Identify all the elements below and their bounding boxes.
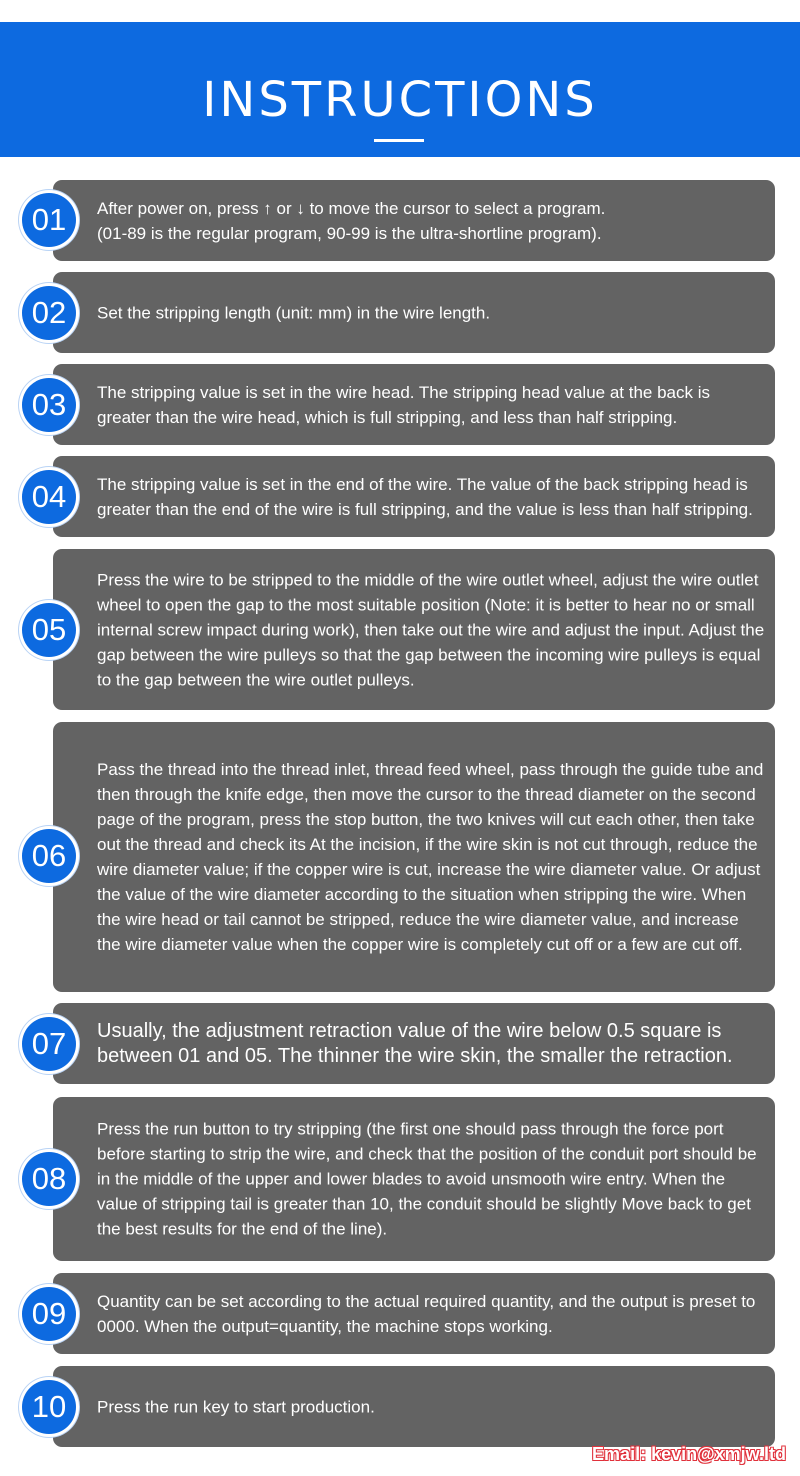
step-text-05: Press the wire to be stripped to the middle of the wire outlet wheel, adjust the wire outlet wheel to open the gap to the most suitable position (Note: it is better to hear no or small internal screw impact during work), then take out the wire and adjust the input. Adjust the gap between the wire pulleys so that the gap between the incoming wire pulleys is equal to the gap between the wire outlet pulleys. (97, 570, 765, 689)
step-text-06: Pass the thread into the thread inlet, thread feed wheel, pass through the guide tube and then through the knife edge, then move the cursor to the thread diameter on the second page of the program, press the stop button, the two knives will cut each other, then take out the thread and check its At the incision, if the wire skin is not cut through, reduce the wire diameter value; if the copper wire is cut, increase the wire diameter value. Or adjust the value of the wire diameter according to the situation when stripping the wire. When the wire head or tail cannot be stripped, reduce the wire diameter value, and increase the wire diameter value when the copper wire is completely cut off or a few are cut off. (97, 760, 764, 954)
step-number-badge-10: 10 (22, 1380, 76, 1434)
step-text-04: The stripping value is set in the end of the wire. The value of the back stripping head is greater than the end of the wire is full stripping, and the value is less than half stripping. (97, 474, 753, 519)
step-card-06 (53, 722, 775, 992)
title-underline (374, 139, 424, 142)
step-number-badge-06: 06 (22, 829, 76, 883)
step-text-01: After power on, press ↑ or ↓ to move the cursor to select a program. (01-89 is the regular program, 90-99 is the ultra-shortline program). (97, 198, 606, 243)
step-card-07 (53, 1003, 775, 1084)
step-card-01 (53, 180, 775, 261)
step-number-badge-04: 04 (22, 470, 76, 524)
page-title: INSTRUCTIONS (202, 72, 598, 128)
step-text-02: Set the stripping length (unit: mm) in the wire length. (97, 303, 491, 322)
step-number-badge-02: 02 (22, 286, 76, 340)
step-number-badge-03: 03 (22, 378, 76, 432)
step-number-badge-08: 08 (22, 1152, 76, 1206)
step-card-08 (53, 1097, 775, 1261)
step-card-10 (53, 1366, 775, 1447)
step-number-badge-07: 07 (22, 1017, 76, 1071)
step-number-badge-09: 09 (22, 1287, 76, 1341)
step-number-badge-01: 01 (22, 193, 76, 247)
step-card-04 (53, 456, 775, 537)
step-text-03: The stripping value is set in the wire head. The stripping head value at the back is greater than the wire head, which is full stripping, and less than half stripping. (97, 382, 710, 427)
step-text-09: Quantity can be set according to the actual required quantity, and the output is preset to 0000. When the output=quantity, the machine stops working. (97, 1291, 756, 1336)
step-number-badge-05: 05 (22, 603, 76, 657)
email-watermark: Email: kevin@xmjw.ltd (592, 1444, 786, 1464)
step-text-10: Press the run key to start production. (97, 1397, 375, 1416)
step-card-05 (53, 549, 775, 710)
step-text-07: Usually, the adjustment retraction value of the wire below 0.5 square is between 01 and 05. The thinner the wire skin, the smaller the retraction. (97, 1019, 733, 1067)
step-text-08: Press the run button to try stripping (the first one should pass through the force port before starting to strip the wire, and check that the position of the conduit port should be in the middle of the upper and lower blades to avoid unsmooth wire entry. When the value of stripping tail is greater than 10, the conduit should be slightly Move back to get the best results for the end of the line). (97, 1119, 757, 1239)
step-card-09 (53, 1273, 775, 1354)
header-banner (0, 22, 800, 157)
step-card-02 (53, 272, 775, 353)
step-card-03 (53, 364, 775, 445)
